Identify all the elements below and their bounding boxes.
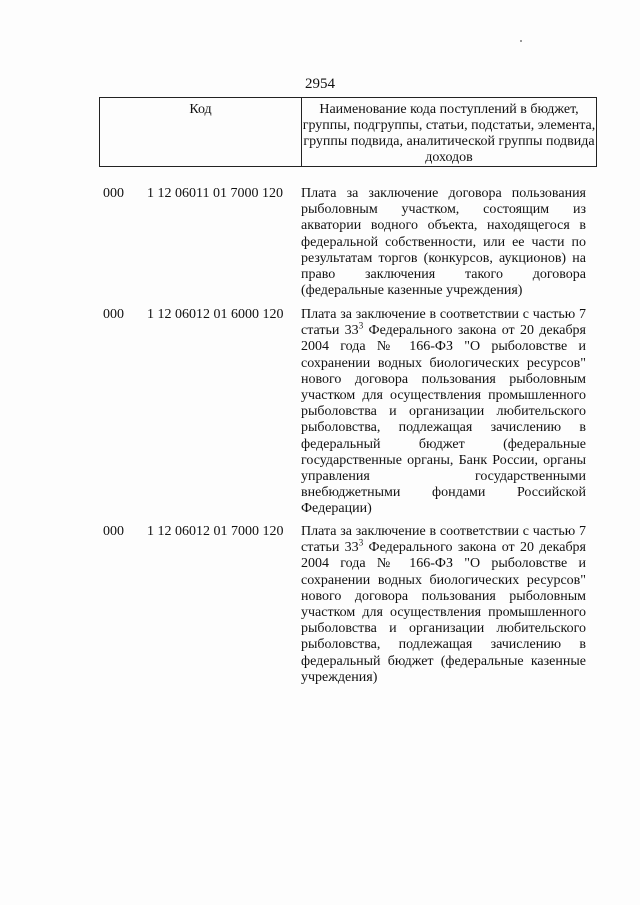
revenue-code: 1 12 06011 01 7000 120 [147, 186, 283, 201]
revenue-code: 1 12 06012 01 7000 120 [147, 524, 284, 539]
header-name-cell: Наименование кода поступлений в бюджет, группы, подгруппы, статьи, подстатьи, элемента, группы подвида, аналитической группы подвида доходов [302, 102, 596, 165]
revenue-description: Плата за заключение договора пользования рыболовным участком, состоящим из акватории водного объекта, находящегося в федеральной собственности, или ее части по результатам торгов (конкурсов, аукционов) на право заключения такого договора (федеральные казенные учреждения) [301, 186, 586, 299]
revenue-description [301, 524, 586, 686]
description-text-start: Плата за заключение в соответствии с частью 7 статьи 33 [301, 524, 586, 556]
admin-code: 000 [103, 524, 124, 539]
scan-speck [520, 40, 522, 42]
description-text-start: Плата за заключение в соответствии с частью 7 статьи 33 [301, 307, 586, 339]
article-superscript: 3 [358, 320, 364, 331]
revenue-description [301, 307, 586, 518]
header-code-cell: Код [100, 98, 302, 166]
article-superscript: 3 [358, 537, 364, 548]
page-number: 2954 [305, 76, 335, 92]
table-header [99, 97, 597, 167]
description-text-end: Федерального закона от 20 декабря 2004 года № 166-ФЗ "О рыболовстве и сохранении водных биологических ресурсов" нового договора пользования рыболовным участком для осуществления промышленного рыболовства и организации любительского рыболовства, подлежащая зачислению в федеральный бюджет (федеральные казенные учреждения) [301, 540, 587, 685]
revenue-code: 1 12 06012 01 6000 120 [147, 307, 284, 322]
description-text-end: Федерального закона от 20 декабря 2004 года № 166-ФЗ "О рыболовстве и сохранении водных биологических ресурсов" нового договора пользования рыболовным участком для осуществления промышленного рыболовства и организации любительского рыболовства, подлежащая зачислению в федеральный бюджет (федеральные государственные органы, Банк России, органы управления государственными внебюджетными фондами Российской Федерации) [301, 323, 587, 517]
admin-code: 000 [103, 307, 124, 322]
admin-code: 000 [103, 186, 124, 201]
